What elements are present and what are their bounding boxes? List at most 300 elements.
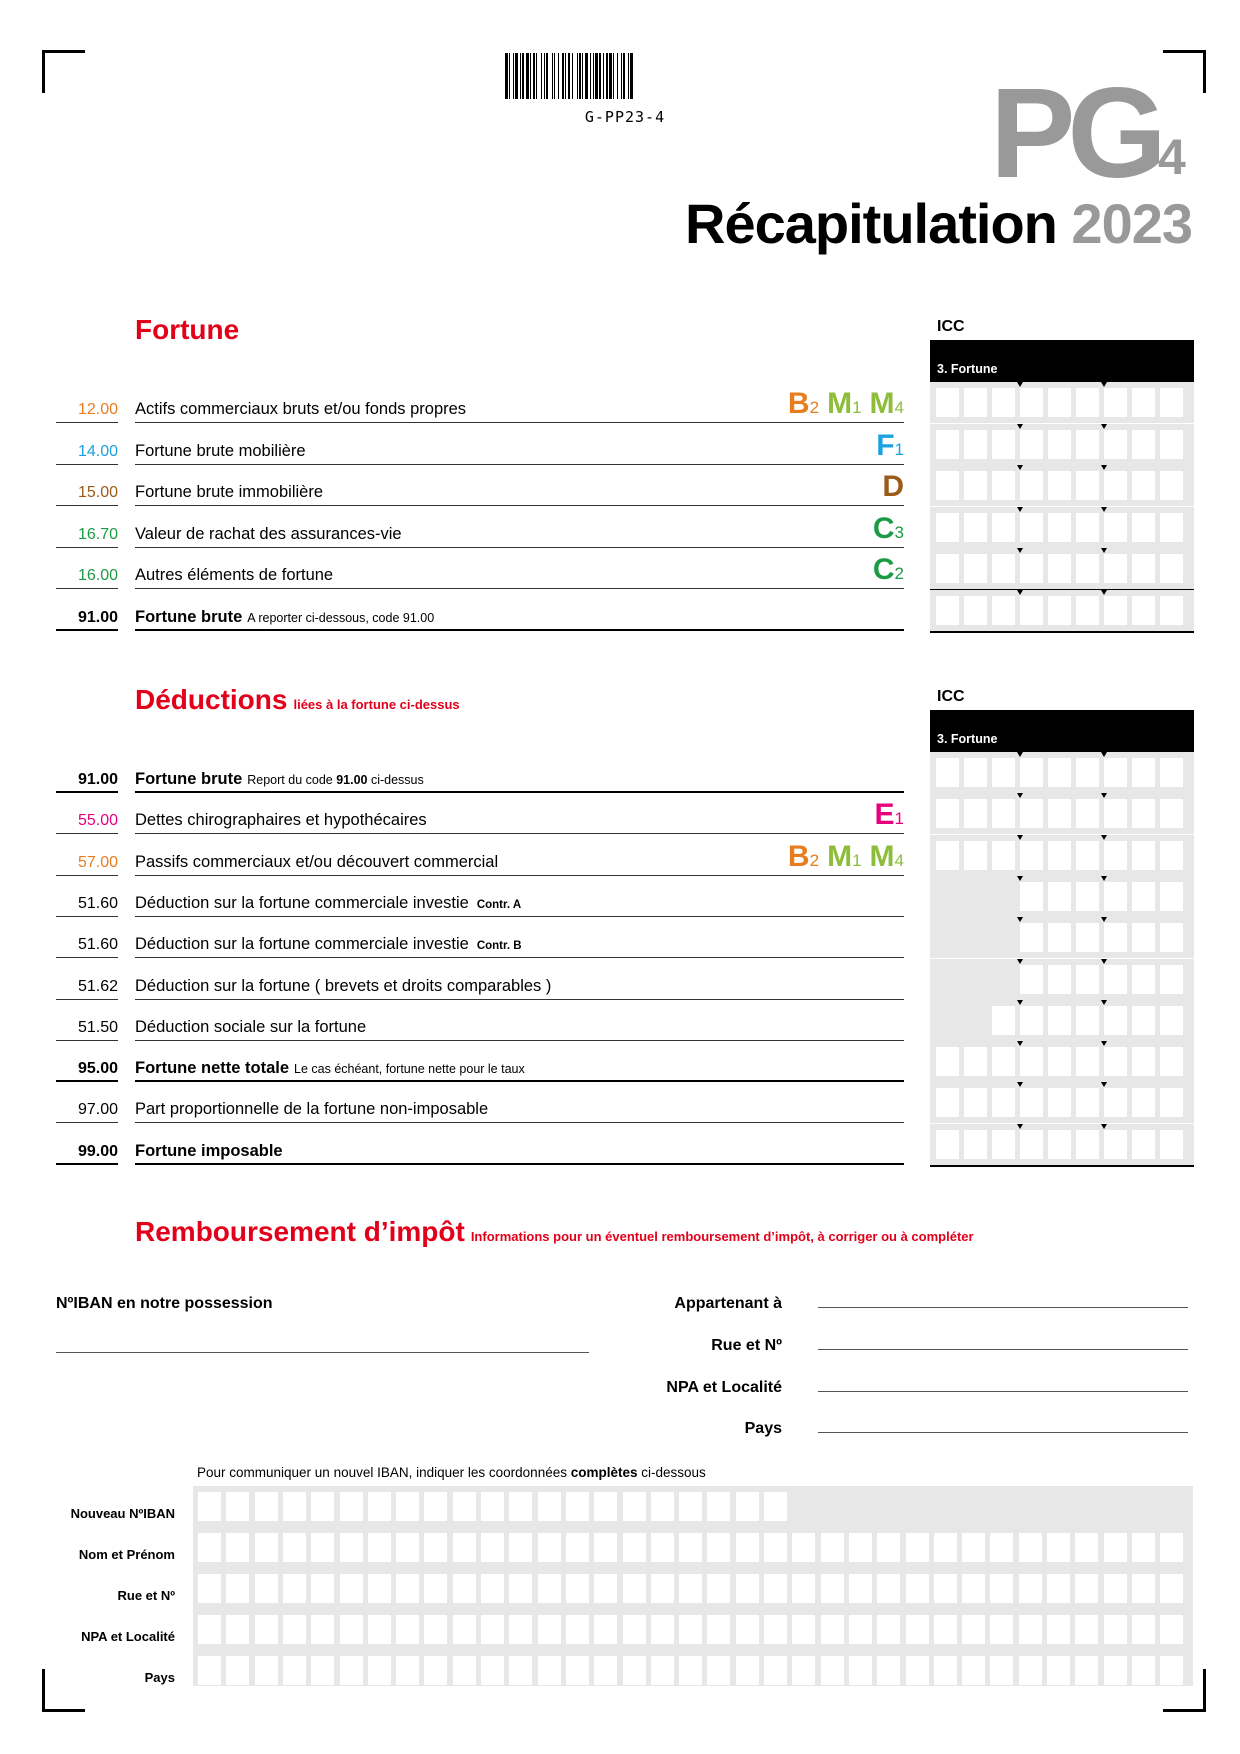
- char-box[interactable]: [396, 1574, 419, 1603]
- digit-box[interactable]: [1020, 1130, 1043, 1159]
- digit-box[interactable]: [992, 596, 1015, 625]
- digit-box[interactable]: [992, 388, 1015, 417]
- char-box[interactable]: [651, 1574, 674, 1603]
- entry-row[interactable]: [193, 1568, 1193, 1609]
- char-box[interactable]: [906, 1533, 929, 1562]
- digit-box[interactable]: [1076, 799, 1099, 828]
- icc-amount-field[interactable]: [930, 382, 1194, 423]
- char-box[interactable]: [1047, 1574, 1070, 1603]
- char-box[interactable]: [368, 1492, 391, 1521]
- char-box[interactable]: [424, 1492, 447, 1521]
- char-box[interactable]: [509, 1656, 532, 1685]
- digit-box[interactable]: [1160, 923, 1183, 952]
- char-box[interactable]: [1019, 1656, 1042, 1685]
- digit-box[interactable]: [1104, 471, 1127, 500]
- char-box[interactable]: [1160, 1574, 1183, 1603]
- char-box[interactable]: [1104, 1533, 1127, 1562]
- char-box[interactable]: [198, 1574, 221, 1603]
- char-box[interactable]: [962, 1533, 985, 1562]
- char-box[interactable]: [623, 1615, 646, 1644]
- digit-box[interactable]: [1104, 1130, 1127, 1159]
- char-box[interactable]: [566, 1615, 589, 1644]
- digit-box[interactable]: [1020, 513, 1043, 542]
- char-box[interactable]: [481, 1533, 504, 1562]
- char-box[interactable]: [1160, 1615, 1183, 1644]
- char-box[interactable]: [707, 1574, 730, 1603]
- char-box[interactable]: [679, 1574, 702, 1603]
- char-box[interactable]: [481, 1574, 504, 1603]
- digit-box[interactable]: [1048, 596, 1071, 625]
- char-box[interactable]: [198, 1533, 221, 1562]
- digit-box[interactable]: [992, 1006, 1015, 1035]
- entry-row[interactable]: [193, 1609, 1193, 1650]
- digit-box[interactable]: [1048, 1130, 1071, 1159]
- digit-box[interactable]: [964, 513, 987, 542]
- digit-box[interactable]: [1076, 388, 1099, 417]
- char-box[interactable]: [707, 1615, 730, 1644]
- char-box[interactable]: [821, 1656, 844, 1685]
- digit-box[interactable]: [1132, 882, 1155, 911]
- digit-box[interactable]: [964, 554, 987, 583]
- digit-box[interactable]: [1132, 1130, 1155, 1159]
- digit-box[interactable]: [1132, 596, 1155, 625]
- digit-box[interactable]: [1048, 430, 1071, 459]
- digit-box[interactable]: [1132, 513, 1155, 542]
- char-box[interactable]: [453, 1492, 476, 1521]
- digit-box[interactable]: [992, 758, 1015, 787]
- digit-box[interactable]: [992, 1047, 1015, 1076]
- digit-box[interactable]: [1048, 471, 1071, 500]
- char-box[interactable]: [481, 1656, 504, 1685]
- char-box[interactable]: [594, 1533, 617, 1562]
- char-box[interactable]: [1075, 1656, 1098, 1685]
- digit-box[interactable]: [1076, 1088, 1099, 1117]
- char-box[interactable]: [623, 1533, 646, 1562]
- char-box[interactable]: [821, 1615, 844, 1644]
- digit-box[interactable]: [1160, 513, 1183, 542]
- char-box[interactable]: [566, 1574, 589, 1603]
- refund-field-line[interactable]: [818, 1349, 1188, 1350]
- char-box[interactable]: [283, 1533, 306, 1562]
- digit-box[interactable]: [1160, 596, 1183, 625]
- digit-box[interactable]: [1104, 1006, 1127, 1035]
- char-box[interactable]: [311, 1533, 334, 1562]
- digit-box[interactable]: [1076, 471, 1099, 500]
- char-box[interactable]: [764, 1615, 787, 1644]
- iban-existing-line[interactable]: [56, 1352, 589, 1353]
- digit-box[interactable]: [1048, 1088, 1071, 1117]
- digit-box[interactable]: [1076, 554, 1099, 583]
- char-box[interactable]: [594, 1492, 617, 1521]
- char-box[interactable]: [368, 1656, 391, 1685]
- digit-box[interactable]: [1076, 513, 1099, 542]
- char-box[interactable]: [1132, 1574, 1155, 1603]
- entry-row[interactable]: [193, 1527, 1193, 1568]
- char-box[interactable]: [311, 1492, 334, 1521]
- digit-box[interactable]: [1048, 841, 1071, 870]
- char-box[interactable]: [1019, 1533, 1042, 1562]
- char-box[interactable]: [623, 1656, 646, 1685]
- digit-box[interactable]: [936, 799, 959, 828]
- char-box[interactable]: [340, 1615, 363, 1644]
- icc-amount-field[interactable]: [930, 1124, 1194, 1167]
- digit-box[interactable]: [1048, 554, 1071, 583]
- char-box[interactable]: [255, 1533, 278, 1562]
- digit-box[interactable]: [964, 596, 987, 625]
- digit-box[interactable]: [992, 513, 1015, 542]
- digit-box[interactable]: [1160, 965, 1183, 994]
- digit-box[interactable]: [1104, 882, 1127, 911]
- char-box[interactable]: [1047, 1615, 1070, 1644]
- char-box[interactable]: [651, 1615, 674, 1644]
- digit-box[interactable]: [1076, 596, 1099, 625]
- char-box[interactable]: [764, 1533, 787, 1562]
- digit-box[interactable]: [1076, 841, 1099, 870]
- digit-box[interactable]: [1104, 965, 1127, 994]
- char-box[interactable]: [877, 1533, 900, 1562]
- digit-box[interactable]: [1104, 554, 1127, 583]
- char-box[interactable]: [594, 1656, 617, 1685]
- digit-box[interactable]: [964, 430, 987, 459]
- char-box[interactable]: [538, 1492, 561, 1521]
- char-box[interactable]: [877, 1615, 900, 1644]
- char-box[interactable]: [934, 1574, 957, 1603]
- digit-box[interactable]: [1160, 1130, 1183, 1159]
- char-box[interactable]: [679, 1656, 702, 1685]
- char-box[interactable]: [990, 1656, 1013, 1685]
- char-box[interactable]: [623, 1574, 646, 1603]
- char-box[interactable]: [226, 1615, 249, 1644]
- char-box[interactable]: [283, 1656, 306, 1685]
- char-box[interactable]: [198, 1492, 221, 1521]
- char-box[interactable]: [821, 1574, 844, 1603]
- digit-box[interactable]: [1104, 758, 1127, 787]
- digit-box[interactable]: [936, 430, 959, 459]
- digit-box[interactable]: [1048, 513, 1071, 542]
- char-box[interactable]: [1132, 1615, 1155, 1644]
- char-box[interactable]: [1104, 1656, 1127, 1685]
- char-box[interactable]: [396, 1615, 419, 1644]
- digit-box[interactable]: [1132, 1006, 1155, 1035]
- digit-box[interactable]: [1160, 1088, 1183, 1117]
- digit-box[interactable]: [1076, 758, 1099, 787]
- char-box[interactable]: [538, 1615, 561, 1644]
- char-box[interactable]: [538, 1533, 561, 1562]
- icc-amount-field[interactable]: [930, 835, 1194, 876]
- char-box[interactable]: [311, 1656, 334, 1685]
- digit-box[interactable]: [964, 841, 987, 870]
- icc-amount-field[interactable]: [930, 465, 1194, 506]
- char-box[interactable]: [707, 1492, 730, 1521]
- char-box[interactable]: [368, 1574, 391, 1603]
- digit-box[interactable]: [992, 799, 1015, 828]
- digit-box[interactable]: [1076, 965, 1099, 994]
- refund-field-line[interactable]: [818, 1432, 1188, 1433]
- digit-box[interactable]: [992, 1088, 1015, 1117]
- char-box[interactable]: [481, 1492, 504, 1521]
- char-box[interactable]: [962, 1615, 985, 1644]
- digit-box[interactable]: [936, 758, 959, 787]
- char-box[interactable]: [849, 1533, 872, 1562]
- digit-box[interactable]: [1020, 882, 1043, 911]
- char-box[interactable]: [396, 1492, 419, 1521]
- digit-box[interactable]: [1104, 1047, 1127, 1076]
- digit-box[interactable]: [1020, 799, 1043, 828]
- char-box[interactable]: [509, 1533, 532, 1562]
- char-box[interactable]: [509, 1574, 532, 1603]
- digit-box[interactable]: [1132, 554, 1155, 583]
- digit-box[interactable]: [1132, 1088, 1155, 1117]
- digit-box[interactable]: [1160, 430, 1183, 459]
- char-box[interactable]: [538, 1574, 561, 1603]
- char-box[interactable]: [990, 1615, 1013, 1644]
- digit-box[interactable]: [1048, 758, 1071, 787]
- icc-amount-field[interactable]: [930, 590, 1194, 633]
- char-box[interactable]: [792, 1615, 815, 1644]
- icc-amount-field[interactable]: [930, 548, 1194, 591]
- digit-box[interactable]: [1020, 554, 1043, 583]
- char-box[interactable]: [792, 1574, 815, 1603]
- digit-box[interactable]: [1020, 388, 1043, 417]
- digit-box[interactable]: [1132, 388, 1155, 417]
- char-box[interactable]: [198, 1656, 221, 1685]
- char-box[interactable]: [594, 1615, 617, 1644]
- char-box[interactable]: [311, 1615, 334, 1644]
- digit-box[interactable]: [992, 841, 1015, 870]
- digit-box[interactable]: [992, 430, 1015, 459]
- char-box[interactable]: [453, 1574, 476, 1603]
- digit-box[interactable]: [1160, 471, 1183, 500]
- digit-box[interactable]: [1048, 1006, 1071, 1035]
- icc-amount-field[interactable]: [930, 1082, 1194, 1123]
- digit-box[interactable]: [936, 513, 959, 542]
- char-box[interactable]: [1047, 1656, 1070, 1685]
- char-box[interactable]: [707, 1656, 730, 1685]
- digit-box[interactable]: [1020, 471, 1043, 500]
- digit-box[interactable]: [1104, 1088, 1127, 1117]
- digit-box[interactable]: [936, 1047, 959, 1076]
- char-box[interactable]: [934, 1533, 957, 1562]
- char-box[interactable]: [198, 1615, 221, 1644]
- char-box[interactable]: [849, 1615, 872, 1644]
- char-box[interactable]: [226, 1492, 249, 1521]
- char-box[interactable]: [1160, 1656, 1183, 1685]
- digit-box[interactable]: [1076, 923, 1099, 952]
- char-box[interactable]: [1160, 1533, 1183, 1562]
- char-box[interactable]: [651, 1656, 674, 1685]
- char-box[interactable]: [821, 1533, 844, 1562]
- digit-box[interactable]: [936, 596, 959, 625]
- digit-box[interactable]: [936, 1130, 959, 1159]
- icc-amount-field[interactable]: [930, 1000, 1194, 1041]
- digit-box[interactable]: [1048, 1047, 1071, 1076]
- char-box[interactable]: [679, 1533, 702, 1562]
- char-box[interactable]: [1104, 1574, 1127, 1603]
- char-box[interactable]: [877, 1574, 900, 1603]
- digit-box[interactable]: [964, 758, 987, 787]
- digit-box[interactable]: [964, 471, 987, 500]
- char-box[interactable]: [962, 1574, 985, 1603]
- digit-box[interactable]: [1104, 841, 1127, 870]
- char-box[interactable]: [340, 1533, 363, 1562]
- char-box[interactable]: [792, 1656, 815, 1685]
- char-box[interactable]: [736, 1656, 759, 1685]
- char-box[interactable]: [736, 1492, 759, 1521]
- char-box[interactable]: [877, 1656, 900, 1685]
- digit-box[interactable]: [1104, 430, 1127, 459]
- char-box[interactable]: [849, 1656, 872, 1685]
- char-box[interactable]: [906, 1615, 929, 1644]
- digit-box[interactable]: [964, 1088, 987, 1117]
- char-box[interactable]: [283, 1615, 306, 1644]
- char-box[interactable]: [1075, 1574, 1098, 1603]
- char-box[interactable]: [424, 1615, 447, 1644]
- digit-box[interactable]: [1160, 554, 1183, 583]
- char-box[interactable]: [396, 1656, 419, 1685]
- char-box[interactable]: [255, 1656, 278, 1685]
- char-box[interactable]: [679, 1615, 702, 1644]
- char-box[interactable]: [453, 1656, 476, 1685]
- digit-box[interactable]: [936, 554, 959, 583]
- char-box[interactable]: [990, 1533, 1013, 1562]
- icc-amount-field[interactable]: [930, 917, 1194, 958]
- digit-box[interactable]: [964, 799, 987, 828]
- digit-box[interactable]: [1048, 388, 1071, 417]
- digit-box[interactable]: [992, 471, 1015, 500]
- char-box[interactable]: [340, 1574, 363, 1603]
- digit-box[interactable]: [1132, 471, 1155, 500]
- char-box[interactable]: [453, 1615, 476, 1644]
- char-box[interactable]: [340, 1492, 363, 1521]
- char-box[interactable]: [1104, 1615, 1127, 1644]
- char-box[interactable]: [764, 1656, 787, 1685]
- icc-amount-field[interactable]: [930, 507, 1194, 548]
- digit-box[interactable]: [936, 471, 959, 500]
- digit-box[interactable]: [1132, 799, 1155, 828]
- digit-box[interactable]: [1076, 1130, 1099, 1159]
- digit-box[interactable]: [1132, 758, 1155, 787]
- char-box[interactable]: [226, 1574, 249, 1603]
- char-box[interactable]: [679, 1492, 702, 1521]
- char-box[interactable]: [906, 1574, 929, 1603]
- icc-amount-field[interactable]: [930, 959, 1194, 1000]
- char-box[interactable]: [934, 1656, 957, 1685]
- digit-box[interactable]: [992, 554, 1015, 583]
- digit-box[interactable]: [1104, 596, 1127, 625]
- char-box[interactable]: [594, 1574, 617, 1603]
- digit-box[interactable]: [1020, 430, 1043, 459]
- char-box[interactable]: [990, 1574, 1013, 1603]
- icc-amount-field[interactable]: [930, 424, 1194, 465]
- icc-amount-field[interactable]: [930, 793, 1194, 834]
- char-box[interactable]: [1075, 1615, 1098, 1644]
- digit-box[interactable]: [1132, 923, 1155, 952]
- char-box[interactable]: [424, 1533, 447, 1562]
- char-box[interactable]: [226, 1533, 249, 1562]
- char-box[interactable]: [424, 1656, 447, 1685]
- digit-box[interactable]: [936, 1088, 959, 1117]
- digit-box[interactable]: [1160, 1047, 1183, 1076]
- digit-box[interactable]: [1020, 1006, 1043, 1035]
- digit-box[interactable]: [1076, 1047, 1099, 1076]
- char-box[interactable]: [566, 1492, 589, 1521]
- digit-box[interactable]: [1132, 430, 1155, 459]
- char-box[interactable]: [1132, 1533, 1155, 1562]
- char-box[interactable]: [368, 1533, 391, 1562]
- digit-box[interactable]: [1104, 513, 1127, 542]
- char-box[interactable]: [736, 1574, 759, 1603]
- char-box[interactable]: [283, 1574, 306, 1603]
- char-box[interactable]: [1019, 1615, 1042, 1644]
- icc-amount-field[interactable]: [930, 752, 1194, 795]
- char-box[interactable]: [934, 1615, 957, 1644]
- char-box[interactable]: [849, 1574, 872, 1603]
- char-box[interactable]: [311, 1574, 334, 1603]
- digit-box[interactable]: [964, 1047, 987, 1076]
- digit-box[interactable]: [1020, 965, 1043, 994]
- digit-box[interactable]: [1104, 799, 1127, 828]
- char-box[interactable]: [538, 1656, 561, 1685]
- digit-box[interactable]: [1048, 965, 1071, 994]
- char-box[interactable]: [764, 1492, 787, 1521]
- digit-box[interactable]: [1132, 841, 1155, 870]
- char-box[interactable]: [962, 1656, 985, 1685]
- refund-field-line[interactable]: [818, 1391, 1188, 1392]
- char-box[interactable]: [368, 1615, 391, 1644]
- char-box[interactable]: [623, 1492, 646, 1521]
- char-box[interactable]: [255, 1615, 278, 1644]
- digit-box[interactable]: [964, 1130, 987, 1159]
- digit-box[interactable]: [1076, 882, 1099, 911]
- icc-amount-field[interactable]: [930, 1041, 1194, 1084]
- entry-row[interactable]: [193, 1486, 1193, 1527]
- char-box[interactable]: [1075, 1533, 1098, 1562]
- digit-box[interactable]: [1020, 841, 1043, 870]
- char-box[interactable]: [226, 1656, 249, 1685]
- digit-box[interactable]: [1160, 882, 1183, 911]
- digit-box[interactable]: [1020, 1088, 1043, 1117]
- char-box[interactable]: [424, 1574, 447, 1603]
- icc-amount-field[interactable]: [930, 876, 1194, 917]
- digit-box[interactable]: [936, 388, 959, 417]
- digit-box[interactable]: [1076, 1006, 1099, 1035]
- digit-box[interactable]: [936, 841, 959, 870]
- digit-box[interactable]: [1104, 923, 1127, 952]
- char-box[interactable]: [736, 1533, 759, 1562]
- digit-box[interactable]: [1160, 758, 1183, 787]
- entry-row[interactable]: [193, 1650, 1193, 1691]
- char-box[interactable]: [283, 1492, 306, 1521]
- digit-box[interactable]: [1160, 388, 1183, 417]
- digit-box[interactable]: [1020, 596, 1043, 625]
- digit-box[interactable]: [1048, 882, 1071, 911]
- digit-box[interactable]: [1160, 841, 1183, 870]
- digit-box[interactable]: [1160, 1006, 1183, 1035]
- digit-box[interactable]: [1076, 430, 1099, 459]
- digit-box[interactable]: [1020, 758, 1043, 787]
- char-box[interactable]: [736, 1615, 759, 1644]
- digit-box[interactable]: [1160, 799, 1183, 828]
- digit-box[interactable]: [1020, 923, 1043, 952]
- digit-box[interactable]: [1132, 1047, 1155, 1076]
- char-box[interactable]: [340, 1656, 363, 1685]
- char-box[interactable]: [453, 1533, 476, 1562]
- char-box[interactable]: [792, 1533, 815, 1562]
- char-box[interactable]: [1047, 1533, 1070, 1562]
- char-box[interactable]: [509, 1492, 532, 1521]
- digit-box[interactable]: [1048, 799, 1071, 828]
- char-box[interactable]: [509, 1615, 532, 1644]
